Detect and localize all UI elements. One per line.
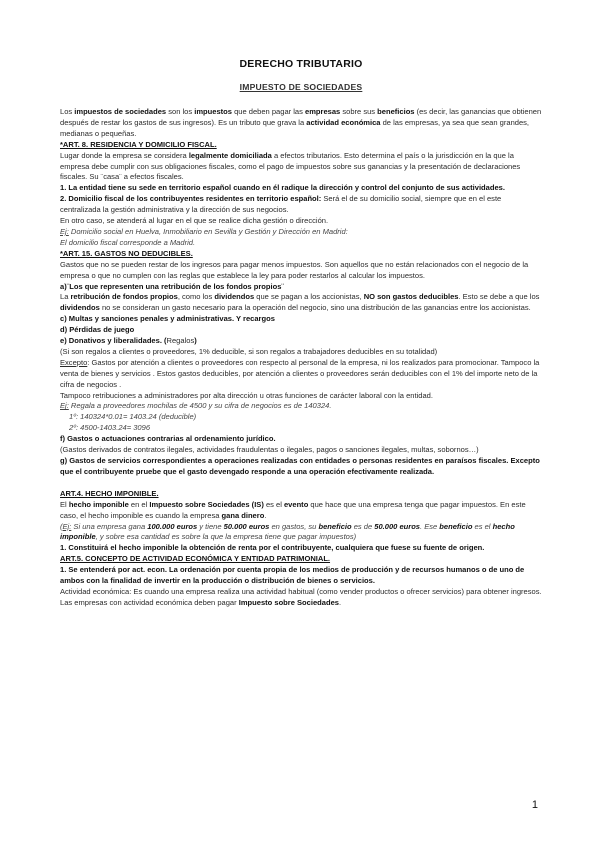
art4-point-1: 1. Constituirá el hecho imponible la obtención de renta por el contribuyente, cualquiera que fuese su fuente de origen. <box>60 543 485 553</box>
art15-item-a: a)¨Los que representen una retribución de los fondos propios¨ <box>60 281 284 291</box>
art15-item-g: g) Gastos de servicios correspondientes a operaciones realizadas con entidades o personas residentes en paraísos fiscales. Excepto que el contribuyente pruebe que el gasto devengado responde a una operación efectivamente realizada. <box>60 456 540 476</box>
art15-item-c: c) Multas y sanciones penales y administrativas. Y recargos <box>60 314 275 324</box>
art15-item-e: e) Donativos y liberalidades. (Regalos) <box>60 336 197 346</box>
art15-item-e-note: (Si son regalos a clientes o proveedores, 1% deducible, si son regalos a trabajadores deducibles en su totalidad) <box>60 346 438 356</box>
art8-paragraph-1: Lugar donde la empresa se considera legalmente domiciliada a efectos tributarios. Esto determina el país o la jurisdicción en la que la empresa debe cumplir con sus obligaciones fiscales, como el pago de impuestos sobre sus ganancias y la presentación de declaraciones fiscales. Su ¨casa¨ a efectos fiscales. <box>60 150 521 182</box>
art15-tampoco: Tampoco retribuciones a administradores por alta dirección u otras funciones de carácter laboral con la entidad. <box>60 390 433 400</box>
document-subtitle: IMPUESTO DE SOCIEDADES <box>239 82 363 92</box>
document-title: DERECHO TRIBUTARIO <box>239 58 363 70</box>
art15-example-step-1: 1º: 140324*0.01= 1403.24 (deducible) <box>69 412 197 422</box>
art15-item-f: f) Gastos o actuaciones contrarias al ordenamiento jurídico. <box>60 434 276 444</box>
page-number: 1 <box>531 799 538 811</box>
art5-heading: ART.5. CONCEPTO DE ACTIVIDAD ECONÓMICA Y ENTIDAD PATRIMONIAL. <box>60 554 331 564</box>
art4-paragraph-1: El hecho imponible en el Impuesto sobre Sociedades (IS) es el evento que hace que una empresa tenga que pagar impuestos. En este caso, el hecho imponible es cuando la empresa gana dinero. <box>60 499 526 520</box>
intro-paragraph: Los impuestos de sociedades son los impuestos que deben pagar las empresas sobre sus beneficios (es decir, las ganancias que obtienen después de restar los gastos de sus ingresos). Es un tributo que grava la actividad económica de las empresas, ya sea que sean grandes, medianas o pequeñas. <box>60 107 542 138</box>
art8-point-1: 1. La entidad tiene su sede en territorio español cuando en él radique la dirección y control del conjunto de sus actividades. <box>60 183 505 193</box>
art15-paragraph-1: Gastos que no se pueden restar de los ingresos para pagar menos impuestos. Son aquellos que no están relacionados con el negocio de la empresa o que no cumplen con las reglas que establece la ley para poder restarlos al calcular los impuestos. <box>60 259 529 280</box>
art8-heading: *ART. 8. RESIDENCIA Y DOMICILIO FISCAL. <box>60 139 217 149</box>
art15-item-d: d) Pérdidas de juego <box>60 325 135 335</box>
art15-item-a-text: La retribución de fondos propios, como los dividendos que se pagan a los accionistas, NO son gastos deducibles. Esto se debe a que los dividendos no se consideran un gasto necesario para la operación del negocio, sino una distribución de las ganancias entre los accionistas. <box>60 292 540 313</box>
art15-exception: Excepto: Gastos por atención a clientes o proveedores con respecto al personal de la empresa, ni los realizados para promocionar. Tampoco la venta de bienes y servicios . Estos gastos deducibles, por atención a clientes o proveedores serán deducibles con el 1% del importe neto de la cifra de negocios . <box>60 357 540 389</box>
art4-heading: ART.4. HECHO IMPONIBLE. <box>60 488 159 498</box>
art8-example-result: El domicilio fiscal corresponde a Madrid. <box>60 237 196 247</box>
art5-point-1: 1. Se entenderá por act. econ. La ordenación por cuenta propia de los medios de producción y de recursos humanos o de uno de ambos con la finalidad de invertir en la producción o distribución de bienes o servicios. <box>60 565 525 586</box>
art15-example-step-2: 2º: 4500-1403.24= 3096 <box>69 423 151 433</box>
art15-example: Ej: Regala a proveedores mochilas de 4500 y su cifra de negocios es de 140324. <box>60 401 332 411</box>
art4-example: (Ej: Si una empresa gana 100.000 euros y tiene 50.000 euros en gastos, su beneficio es de 50.000 euros. Ese beneficio es el hecho imponible, y sobre esa cantidad es sobre la que la empresa tiene que pagar impuestos) <box>60 521 515 542</box>
art5-paragraph-2: Actividad económica: Es cuando una empresa realiza una actividad habitual (como vender productos o ofrecer servicios) para obtener ingresos. Las empresas con actividad económica deben pagar Impuesto sobre Sociedades. <box>60 586 542 607</box>
art8-point-2: 2. Domicilio fiscal de los contribuyentes residentes en territorio español: Será el de su domicilio social, siempre que en el este centralizada la gestión administrativa y la dirección de sus negocios. <box>60 194 502 215</box>
art8-example: Ej: Domicilio social en Huelva, Inmobiliario en Sevilla y Gestión y Dirección en Madrid: <box>60 226 348 236</box>
art15-heading: *ART. 15. GASTOS NO DEDUCIBLES. <box>60 248 193 258</box>
art15-item-f-note: (Gastos derivados de contratos ilegales, actividades fraudulentas o ilegales, pagos o sanciones ilegales, multas, sobornos…) <box>60 445 479 455</box>
document-page <box>60 58 542 609</box>
art8-paragraph-other: En otro caso, se atenderá al lugar en el que se realice dicha gestión o dirección. <box>60 216 329 226</box>
